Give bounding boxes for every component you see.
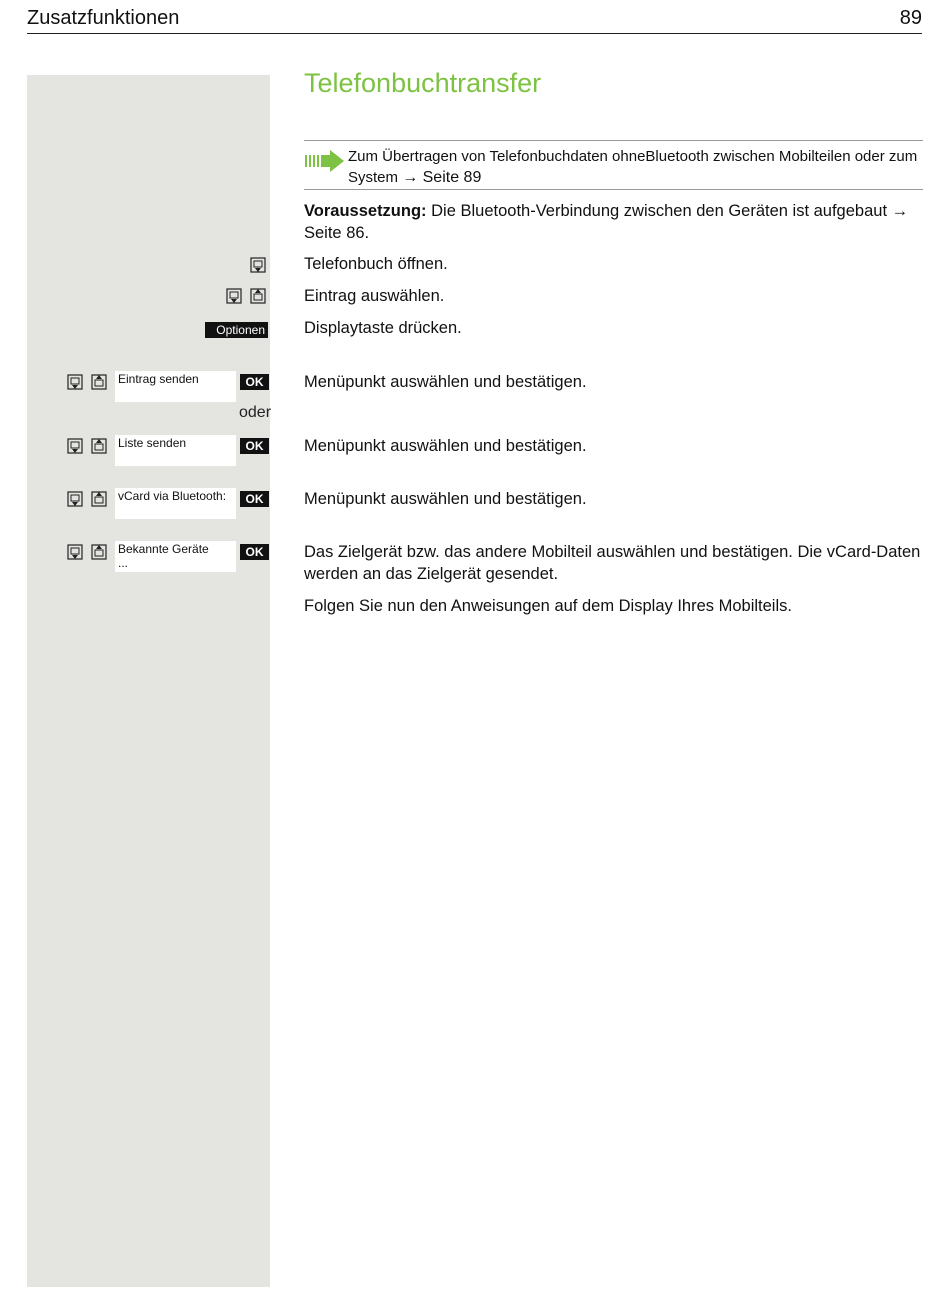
note-box — [304, 140, 923, 190]
nav-key-up-icon[interactable] — [250, 288, 266, 304]
arrow-hint-icon — [304, 149, 344, 173]
prerequisite-label: Voraussetzung: — [304, 202, 427, 220]
sidebar — [27, 75, 270, 1287]
display-menu-item[interactable]: Liste senden — [115, 435, 236, 466]
separator-or: oder — [239, 404, 272, 421]
step-text: Eintrag auswählen. — [304, 287, 445, 305]
section-title: Zusatzfunktionen — [27, 7, 180, 29]
step-text: Menüpunkt auswählen und bestätigen. — [304, 373, 587, 391]
note-text — [348, 146, 923, 188]
page-header — [27, 6, 922, 34]
nav-key-down-icon[interactable] — [67, 374, 83, 390]
ok-button[interactable]: OK — [240, 374, 269, 390]
nav-key-down-icon[interactable] — [226, 288, 242, 304]
ok-button[interactable]: OK — [240, 491, 269, 507]
ok-button[interactable]: OK — [240, 438, 269, 454]
step-text: Menüpunkt auswählen und bestätigen. — [304, 437, 587, 455]
prerequisite-page-link[interactable]: → Seite 86. — [304, 202, 909, 242]
page-title: Telefonbuchtransfer — [304, 68, 542, 98]
ok-button[interactable]: OK — [240, 544, 269, 560]
note-body: Zum Übertragen von Telefonbuchdaten ohneBluetooth zwischen Mobilteilen oder zum System — [348, 148, 918, 186]
display-menu-item[interactable]: Bekannte Geräte ... — [115, 541, 236, 572]
note-page-link[interactable]: → Seite 89 — [402, 169, 482, 186]
nav-key-down-icon[interactable] — [67, 491, 83, 507]
nav-key-down-icon[interactable] — [67, 438, 83, 454]
final-text: Folgen Sie nun den Anweisungen auf dem Display Ihres Mobilteils. — [304, 597, 792, 615]
nav-key-down-icon[interactable] — [67, 544, 83, 560]
page-number: 89 — [899, 7, 922, 29]
step-text: Das Zielgerät bzw. das andere Mobilteil auswählen und bestätigen. Die vCard-Daten werden an das Zielgerät gesendet. — [304, 543, 921, 583]
nav-key-up-icon[interactable] — [91, 544, 107, 560]
step-text: Telefonbuch öffnen. — [304, 255, 448, 273]
nav-key-up-icon[interactable] — [91, 491, 107, 507]
step-text: Menüpunkt auswählen und bestätigen. — [304, 490, 587, 508]
display-menu-item[interactable]: vCard via Bluetooth: — [115, 488, 236, 519]
display-menu-item[interactable]: Eintrag senden — [115, 371, 236, 402]
step-text: Displaytaste drücken. — [304, 319, 462, 337]
nav-key-up-icon[interactable] — [91, 374, 107, 390]
nav-key-up-icon[interactable] — [91, 438, 107, 454]
prerequisite-paragraph — [304, 200, 924, 244]
options-softkey[interactable]: Optionen — [205, 322, 268, 338]
prerequisite-text: Die Bluetooth-Verbindung zwischen den Geräten ist aufgebaut — [431, 202, 888, 220]
nav-key-down-icon[interactable] — [250, 257, 266, 273]
